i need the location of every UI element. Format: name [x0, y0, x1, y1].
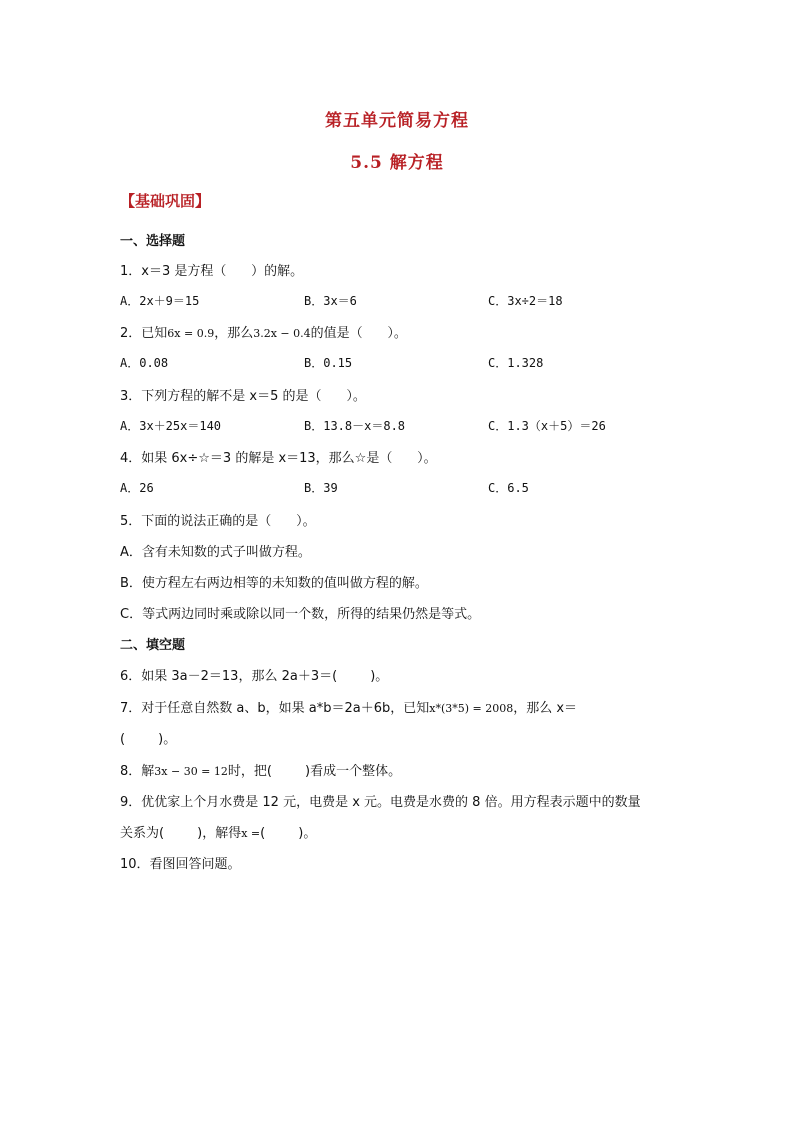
question-text: )看成一个整体。: [305, 764, 402, 779]
equation: 3x − 30 = 12: [154, 765, 228, 778]
answer-blank[interactable]: [363, 326, 388, 341]
page-title: 第五单元简易方程: [325, 111, 469, 131]
q5-option-b[interactable]: B．使方程左右两边相等的未知数的值叫做方程的解。: [120, 576, 428, 591]
question-text: ，那么: [214, 326, 254, 341]
question-9-line2: [120, 822, 316, 841]
question-8: [120, 760, 401, 779]
question-7: [120, 697, 577, 716]
question-text: 2．已知: [120, 326, 168, 341]
q2-option-c[interactable]: C．1.328: [488, 356, 544, 370]
q3-option-a[interactable]: A．3x＋25x＝140: [120, 419, 222, 433]
question-text: 8．解: [120, 764, 155, 779]
question-text: 7．对于任意自然数 a、b，如果 a*b＝2a＋6b，已知: [120, 701, 430, 716]
question-text: 6．如果 3a－2＝13，那么 2a＋3＝(: [120, 669, 338, 684]
answer-blank[interactable]: [164, 826, 197, 841]
question-2: [120, 322, 407, 341]
question-text: 时，把(: [227, 764, 272, 779]
equation: 6x = 0.9: [167, 327, 215, 340]
question-text: )，解得: [197, 826, 242, 841]
question-text: ，那么 x＝: [513, 701, 578, 716]
question-10: 10．看图回答问题。: [120, 857, 241, 872]
question-3: [120, 385, 366, 404]
answer-blank[interactable]: [322, 389, 347, 404]
answer-blank[interactable]: [271, 514, 296, 529]
question-text: ）。: [296, 514, 316, 529]
q4-option-b[interactable]: B．39: [304, 481, 338, 495]
question-text: )。: [298, 826, 317, 841]
q5-option-c[interactable]: C．等式两边同时乘或除以同一个数，所得的结果仍然是等式。: [120, 607, 481, 622]
question-text: ）的解。: [251, 264, 304, 279]
equation: x*(3*5) = 2008: [429, 702, 514, 715]
question-text: ）。: [387, 326, 407, 341]
q1-option-b[interactable]: B．3x＝6: [304, 294, 357, 308]
question-5: [120, 510, 316, 529]
question-text: (: [260, 826, 266, 841]
question-text: 5．下面的说法正确的是（: [120, 514, 272, 529]
section-tag: 【基础巩固】: [120, 192, 211, 210]
question-text: ）。: [417, 451, 437, 466]
question-7-line2: [120, 728, 176, 747]
q2-option-a[interactable]: A．0.08: [120, 356, 169, 370]
part1-heading: 一、选择题: [120, 234, 186, 249]
question-text: )。: [158, 732, 177, 747]
q4-option-c[interactable]: C．6.5: [488, 481, 529, 495]
q1-option-a[interactable]: A．2x＋9＝15: [120, 294, 200, 308]
question-1: [120, 260, 303, 279]
q3-option-b[interactable]: B．13.8－x＝8.8: [304, 419, 406, 433]
q4-option-a[interactable]: A．26: [120, 481, 154, 495]
question-text: 的值是（: [310, 326, 363, 341]
q2-option-b[interactable]: B．0.15: [304, 356, 353, 370]
answer-blank[interactable]: [125, 732, 158, 747]
answer-blank[interactable]: [265, 826, 298, 841]
answer-blank[interactable]: [337, 669, 370, 684]
question-9: 9．优优家上个月水费是 12 元，电费是 x 元。电费是水费的 8 倍。用方程表示题中的数量: [120, 795, 641, 810]
equation: x =: [241, 827, 261, 840]
question-text: ）。: [346, 389, 366, 404]
page-subtitle: 5.5 解方程: [350, 153, 444, 173]
question-4: [120, 447, 437, 466]
answer-blank[interactable]: [392, 451, 417, 466]
q3-option-c[interactable]: C．1.3（x＋5）＝26: [488, 419, 606, 433]
expression: 3.2x − 0.4: [253, 327, 311, 340]
question-text: 3．下列方程的解不是 x＝5 的是（: [120, 389, 322, 404]
q1-option-c[interactable]: C．3x÷2＝18: [488, 294, 563, 308]
question-text: 关系为(: [120, 826, 165, 841]
question-text: 1．x＝3 是方程（: [120, 264, 227, 279]
answer-blank[interactable]: [272, 764, 305, 779]
question-text: )。: [370, 669, 389, 684]
answer-blank[interactable]: [226, 264, 251, 279]
question-text: 4．如果 6x÷☆＝3 的解是 x＝13，那么☆是（: [120, 451, 393, 466]
question-6: [120, 665, 388, 684]
q5-option-a[interactable]: A．含有未知数的式子叫做方程。: [120, 545, 311, 560]
question-text: (: [120, 732, 126, 747]
part2-heading: 二、填空题: [120, 638, 186, 653]
